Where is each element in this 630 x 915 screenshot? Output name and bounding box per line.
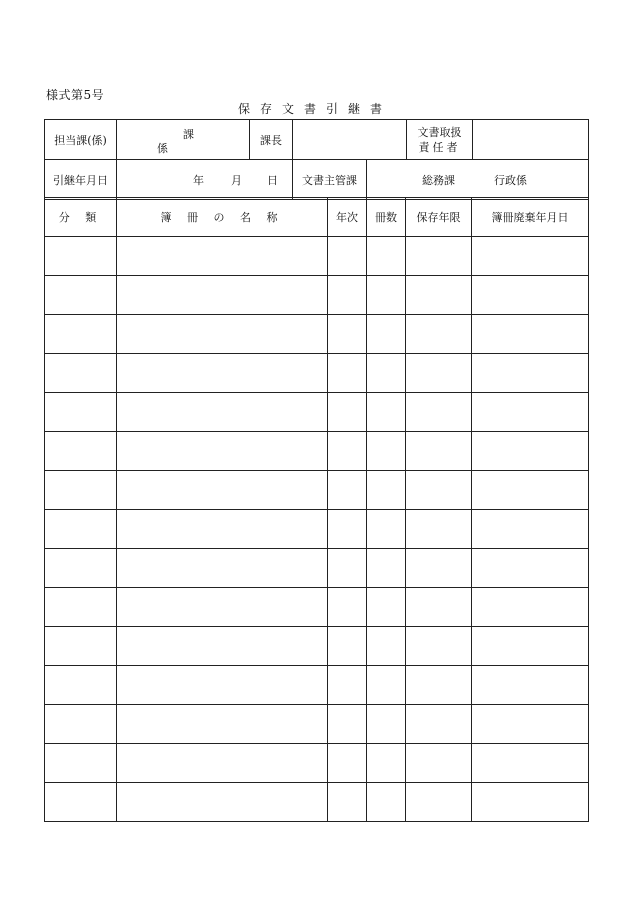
table-row — [45, 783, 589, 822]
cell-hozon-nengen[interactable] — [406, 588, 472, 627]
bunsho-toriatsukai-label — [407, 120, 473, 160]
kakari-label: 係 — [157, 142, 168, 155]
cell-haiki-date[interactable] — [472, 471, 589, 510]
cell-haiki-date[interactable] — [472, 744, 589, 783]
cell-hozon-nengen[interactable] — [406, 393, 472, 432]
cell-nenji[interactable] — [328, 471, 367, 510]
bunsho-toriatsukai-value-cell[interactable] — [473, 120, 589, 160]
cell-bunrui[interactable] — [45, 276, 117, 315]
cell-bunrui[interactable] — [45, 783, 117, 822]
kachou-label: 課長 — [250, 120, 293, 160]
table-row — [45, 393, 589, 432]
cell-bunrui[interactable] — [45, 315, 117, 354]
cell-sassuu[interactable] — [367, 471, 406, 510]
cell-sassuu[interactable] — [367, 705, 406, 744]
list-body — [45, 237, 589, 822]
cell-bunrui[interactable] — [45, 471, 117, 510]
cell-sassuu[interactable] — [367, 510, 406, 549]
table-row — [45, 354, 589, 393]
cell-hozon-nengen[interactable] — [406, 471, 472, 510]
col-boatsu-name: 簿 冊 の 名 称 — [117, 198, 328, 237]
cell-hozon-nengen[interactable] — [406, 783, 472, 822]
header-table — [44, 119, 589, 200]
cell-haiki-date[interactable] — [472, 432, 589, 471]
cell-boatsu-name[interactable] — [117, 393, 328, 432]
cell-boatsu-name[interactable] — [117, 510, 328, 549]
bunsho-toriatsukai-line1: 文書取扱 — [417, 125, 462, 139]
cell-nenji[interactable] — [328, 432, 367, 471]
year-label: 年 — [193, 174, 204, 187]
cell-boatsu-name[interactable] — [117, 354, 328, 393]
header-row-1 — [45, 120, 589, 160]
tantou-label: 担当課(係) — [45, 120, 117, 160]
cell-haiki-date[interactable] — [472, 627, 589, 666]
document-list-table — [44, 197, 589, 822]
cell-haiki-date[interactable] — [472, 354, 589, 393]
cell-nenji[interactable] — [328, 705, 367, 744]
cell-sassuu[interactable] — [367, 744, 406, 783]
cell-nenji[interactable] — [328, 588, 367, 627]
cell-nenji[interactable] — [328, 627, 367, 666]
cell-boatsu-name[interactable] — [117, 549, 328, 588]
cell-hozon-nengen[interactable] — [406, 744, 472, 783]
cell-boatsu-name[interactable] — [117, 315, 328, 354]
cell-bunrui[interactable] — [45, 588, 117, 627]
cell-hozon-nengen[interactable] — [406, 705, 472, 744]
cell-haiki-date[interactable] — [472, 588, 589, 627]
cell-haiki-date[interactable] — [472, 393, 589, 432]
cell-boatsu-name[interactable] — [117, 783, 328, 822]
hikitsugi-date-label: 引継年月日 — [45, 160, 117, 200]
cell-hozon-nengen[interactable] — [406, 510, 472, 549]
cell-bunrui[interactable] — [45, 705, 117, 744]
tantou-value-cell[interactable] — [117, 120, 250, 160]
cell-sassuu[interactable] — [367, 315, 406, 354]
table-row — [45, 666, 589, 705]
cell-bunrui[interactable] — [45, 744, 117, 783]
table-row — [45, 315, 589, 354]
cell-hozon-nengen[interactable] — [406, 666, 472, 705]
table-row — [45, 237, 589, 276]
cell-haiki-date[interactable] — [472, 237, 589, 276]
cell-boatsu-name[interactable] — [117, 471, 328, 510]
cell-nenji[interactable] — [328, 276, 367, 315]
cell-haiki-date[interactable] — [472, 315, 589, 354]
cell-nenji[interactable] — [328, 549, 367, 588]
cell-bunrui[interactable] — [45, 666, 117, 705]
form-title: 保存文書引継書 — [237, 102, 392, 116]
table-row — [45, 549, 589, 588]
cell-nenji[interactable] — [328, 237, 367, 276]
cell-bunrui[interactable] — [45, 237, 117, 276]
table-row — [45, 471, 589, 510]
cell-sassuu[interactable] — [367, 276, 406, 315]
cell-haiki-date[interactable] — [472, 705, 589, 744]
cell-nenji[interactable] — [328, 510, 367, 549]
cell-haiki-date[interactable] — [472, 510, 589, 549]
table-row — [45, 627, 589, 666]
shukan-label: 文書主管課 — [293, 160, 367, 200]
cell-boatsu-name[interactable] — [117, 627, 328, 666]
cell-sassuu[interactable] — [367, 393, 406, 432]
cell-hozon-nengen[interactable] — [406, 315, 472, 354]
cell-nenji[interactable] — [328, 354, 367, 393]
shukan-dept1: 総務課 — [422, 174, 455, 187]
cell-nenji[interactable] — [328, 783, 367, 822]
cell-bunrui[interactable] — [45, 627, 117, 666]
cell-hozon-nengen[interactable] — [406, 354, 472, 393]
cell-nenji[interactable] — [328, 393, 367, 432]
cell-sassuu[interactable] — [367, 432, 406, 471]
cell-haiki-date[interactable] — [472, 276, 589, 315]
cell-boatsu-name[interactable] — [117, 705, 328, 744]
cell-boatsu-name[interactable] — [117, 432, 328, 471]
cell-sassuu[interactable] — [367, 783, 406, 822]
col-haiki-date: 簿冊廃棄年月日 — [472, 198, 589, 237]
cell-bunrui[interactable] — [45, 354, 117, 393]
cell-haiki-date[interactable] — [472, 783, 589, 822]
shukan-value-cell — [367, 160, 589, 200]
cell-haiki-date[interactable] — [472, 666, 589, 705]
col-hozon-nengen: 保存年限 — [406, 198, 472, 237]
table-row — [45, 432, 589, 471]
cell-nenji[interactable] — [328, 666, 367, 705]
form-number: 様式第5号 — [46, 88, 105, 102]
shukan-dept2: 行政係 — [494, 174, 527, 187]
hikitsugi-date-cell[interactable] — [117, 160, 293, 200]
cell-boatsu-name[interactable] — [117, 588, 328, 627]
table-row — [45, 744, 589, 783]
cell-sassuu[interactable] — [367, 237, 406, 276]
day-label: 日 — [267, 174, 278, 187]
cell-nenji[interactable] — [328, 315, 367, 354]
bunsho-toriatsukai-line2: 責任者 — [418, 140, 461, 154]
table-row — [45, 705, 589, 744]
cell-hozon-nengen[interactable] — [406, 276, 472, 315]
cell-sassuu[interactable] — [367, 354, 406, 393]
cell-boatsu-name[interactable] — [117, 744, 328, 783]
cell-bunrui[interactable] — [45, 510, 117, 549]
ka-label: 課 — [183, 128, 194, 141]
cell-hozon-nengen[interactable] — [406, 432, 472, 471]
cell-hozon-nengen[interactable] — [406, 627, 472, 666]
header-row-2 — [45, 160, 589, 200]
col-sassuu: 冊数 — [367, 198, 406, 237]
cell-hozon-nengen[interactable] — [406, 237, 472, 276]
table-row — [45, 276, 589, 315]
cell-boatsu-name[interactable] — [117, 276, 328, 315]
table-row — [45, 510, 589, 549]
month-label: 月 — [231, 174, 242, 187]
cell-sassuu[interactable] — [367, 627, 406, 666]
cell-boatsu-name[interactable] — [117, 237, 328, 276]
list-header-row — [45, 198, 589, 237]
col-bunrui: 分 類 — [45, 198, 117, 237]
cell-bunrui[interactable] — [45, 549, 117, 588]
cell-haiki-date[interactable] — [472, 549, 589, 588]
table-row — [45, 588, 589, 627]
cell-bunrui[interactable] — [45, 393, 117, 432]
cell-bunrui[interactable] — [45, 432, 117, 471]
cell-nenji[interactable] — [328, 744, 367, 783]
kachou-value-cell[interactable] — [293, 120, 407, 160]
cell-sassuu[interactable] — [367, 549, 406, 588]
cell-hozon-nengen[interactable] — [406, 549, 472, 588]
cell-sassuu[interactable] — [367, 588, 406, 627]
cell-sassuu[interactable] — [367, 666, 406, 705]
col-nenji: 年次 — [328, 198, 367, 237]
cell-boatsu-name[interactable] — [117, 666, 328, 705]
